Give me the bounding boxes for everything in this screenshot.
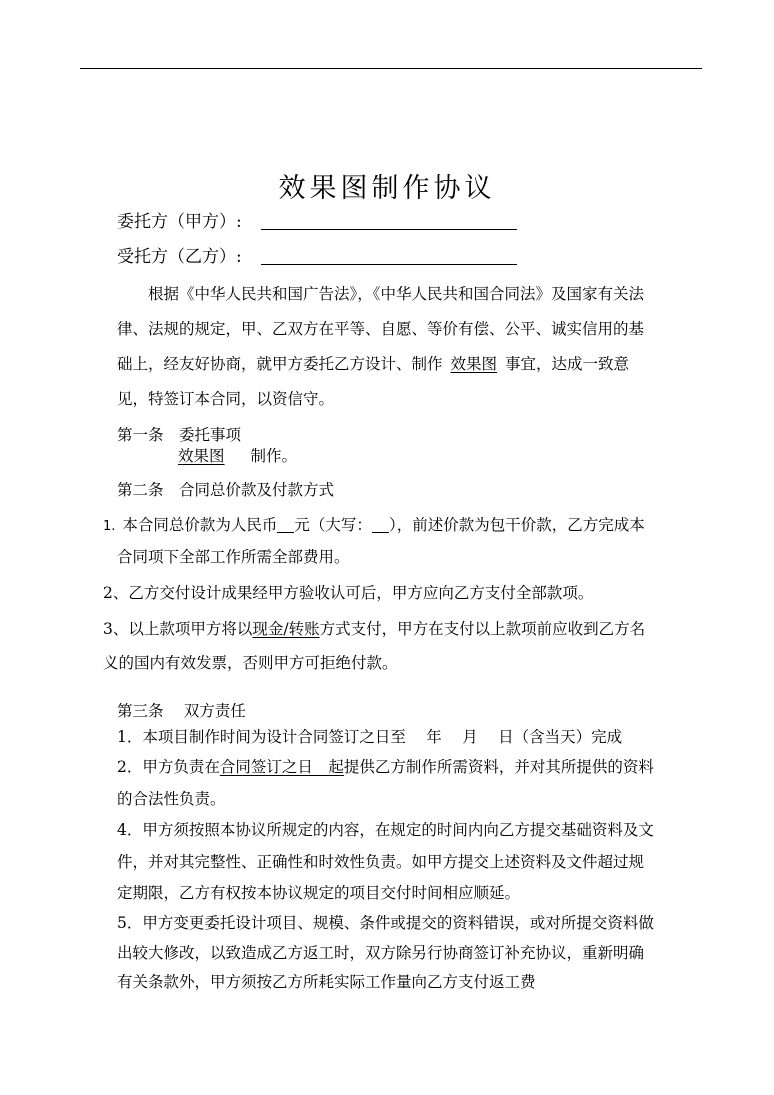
article-3-p4-line-1: 4．甲方须按照本协议所规定的内容，在规定的时间内向乙方提交基础资料及文 [117, 821, 654, 839]
article-3-p2-text-c: 提供乙方制作所需资料，并对其所提供的资料 [343, 758, 654, 776]
article-2-p2: 2、乙方交付设计成果经甲方验收认可后，甲方应向乙方支付全部款项。 [103, 584, 594, 602]
article-2-p3-cont: 义的国内有效发票，否则甲方可拒绝付款。 [103, 654, 398, 672]
article-1-heading: 第一条 委托事项 [117, 426, 242, 444]
article-3-p2-text-a: 2．甲方负责在 [117, 758, 220, 776]
article-2-p3-text-c: 方式支付，甲方在支付以上款项前应收到乙方名 [319, 620, 646, 638]
article-3-p2 [117, 757, 654, 777]
article-3-p5-line-3: 有关条款外，甲方须按乙方所耗实际工作量向乙方支付返工费 [117, 973, 536, 991]
party-a-row [117, 211, 517, 232]
article-2-p1-number: 1. [103, 519, 116, 534]
article-2-p1-text-a: 本合同总价款为人民币 [122, 516, 278, 534]
header-rule [80, 68, 702, 69]
article-3-heading: 第三条 双方责任 [117, 702, 246, 720]
article-3-p1: 1．本项目制作时间为设计合同签订之日至 年 月 日（含当天）完成 [117, 728, 623, 746]
article-1-suffix: 制作。 [250, 447, 298, 465]
article-2-p3 [103, 619, 645, 639]
party-b-label: 受托方（乙方）: [117, 247, 242, 267]
article-2-p1-text-b: 元（大写： [294, 516, 372, 534]
price-uppercase-blank[interactable] [372, 514, 389, 533]
intro-line-3-tail: 事宜，达成一致意 [505, 355, 630, 373]
party-b-row [117, 246, 517, 267]
document-title: 效果图制作协议 [278, 173, 496, 204]
article-2-p3-text-a: 3、以上款项甲方将以 [103, 620, 253, 638]
article-2-heading: 第二条 合同总价款及付款方式 [117, 481, 335, 499]
party-b-blank[interactable] [261, 246, 517, 265]
party-a-blank[interactable] [261, 211, 517, 230]
intro-subject: 效果图 [450, 355, 498, 373]
article-3-p4-line-2: 件，并对其完整性、正确性和时效性负责。如甲方提交上述资料及文件超过规 [117, 853, 645, 871]
materials-deadline: 合同签订之日 起 [219, 758, 344, 776]
party-a-label: 委托方（甲方）: [117, 212, 242, 232]
article-3-p5-line-2: 出较大修改，以致造成乙方返工时，双方除另行协商签订补充协议，重新明确 [117, 944, 645, 962]
article-2-p1-cont: 合同项下全部工作所需全部费用。 [117, 548, 350, 566]
article-2-p1 [103, 514, 645, 537]
payment-method: 现金/转账 [252, 620, 320, 638]
article-3-p5-line-1: 5．甲方变更委托设计项目、规模、条件或提交的资料错误，或对所提交资料做 [117, 914, 654, 932]
article-1-item [130, 446, 297, 466]
intro-line-4: 见，特签订本合同，以资信守。 [117, 390, 335, 408]
article-3-p4-line-3: 定期限，乙方有权按本协议规定的项目交付时间相应顺延。 [117, 884, 521, 902]
intro-line-2: 律、法规的规定，甲、乙双方在平等、自愿、等价有偿、公平、诚实信用的基 [117, 320, 645, 338]
price-blank[interactable] [277, 514, 294, 533]
intro-line-3-text: 础上，经友好协商，就甲方委托乙方设计、制作 [117, 355, 443, 373]
article-2-p1-text-c: ），前述价款为包干价款，乙方完成本 [388, 516, 645, 534]
article-3-p2-cont: 的合法性负责。 [117, 790, 226, 808]
intro-line-3 [117, 354, 629, 374]
intro-line-1: 根据《中华人民共和国广告法》，《中华人民共和国合同法》及国家有关法 [148, 285, 645, 303]
article-1-subject: 效果图 [178, 447, 225, 465]
